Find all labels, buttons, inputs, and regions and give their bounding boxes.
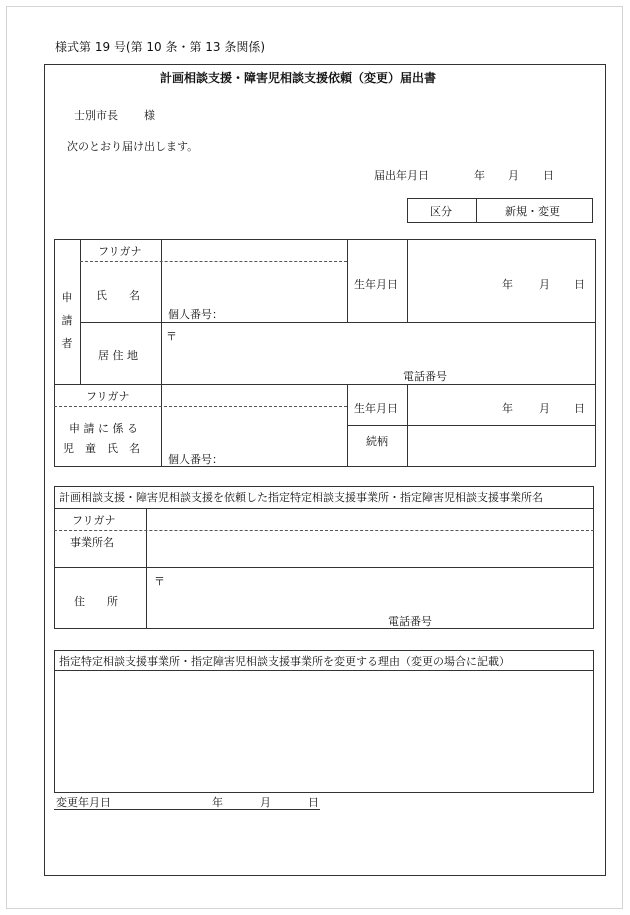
change-reason-input-area[interactable]	[56, 672, 592, 791]
submission-year[interactable]: 年	[474, 169, 485, 182]
applicant-birth-month[interactable]: 月	[539, 278, 550, 291]
change-date-month[interactable]: 月	[260, 796, 271, 809]
child-birth-label: 生年月日	[354, 402, 398, 415]
child-my-number[interactable]: 個人番号：	[168, 453, 223, 466]
form-number: 様式第 19 号(第 10 条・第 13 条関係)	[55, 40, 266, 54]
applicant-postal-mark: 〒	[166, 330, 177, 343]
change-date-year[interactable]: 年	[212, 796, 223, 809]
child-birth-month[interactable]: 月	[539, 402, 550, 415]
provider-phone-label[interactable]: 電話番号	[388, 615, 432, 628]
recipient-name: 士別市長	[74, 109, 118, 122]
child-birth-day[interactable]: 日	[574, 402, 585, 415]
recipient-honorific: 様	[144, 109, 155, 122]
child-relation-label: 続柄	[366, 435, 388, 448]
child-name-label-line1: 申 請 に 係 る	[69, 422, 138, 435]
applicant-name-label: 氏 名	[96, 289, 140, 302]
change-date-day[interactable]: 日	[308, 796, 319, 809]
intro-text: 次のとおり届け出します。	[67, 140, 199, 153]
submission-month[interactable]: 月	[508, 169, 519, 182]
provider-postal-mark: 〒	[154, 575, 165, 588]
change-date-label: 変更年月日	[56, 796, 111, 809]
change-reason-header: 指定特定相談支援事業所・指定障害児相談支援事業所を変更する理由（変更の場合に記載）	[59, 655, 510, 668]
child-birth-year[interactable]: 年	[502, 402, 513, 415]
form-title: 計画相談支援・障害児相談支援依頼（変更）届出書	[160, 71, 437, 85]
submission-day[interactable]: 日	[543, 169, 554, 182]
provider-header: 計画相談支援・障害児相談支援を依頼した指定特定相談支援事業所・指定障害児相談支援事業所名	[59, 491, 543, 504]
applicant-my-number[interactable]: 個人番号：	[168, 308, 223, 321]
applicant-birth-label: 生年月日	[354, 278, 398, 291]
category-value[interactable]: 新規・変更	[505, 205, 560, 218]
applicant-address-label: 居 住 地	[98, 349, 138, 362]
applicant-furigana-label: フリガナ	[98, 245, 142, 258]
provider-name-label: 事業所名	[70, 536, 114, 549]
applicant-side-label: 申 請 者	[61, 291, 73, 350]
provider-furigana-label: フリガナ	[72, 514, 116, 527]
provider-address-label: 住 所	[74, 595, 118, 608]
applicant-birth-year[interactable]: 年	[502, 278, 513, 291]
category-label: 区分	[430, 205, 452, 218]
change-date-underline	[54, 809, 320, 810]
child-furigana-label: フリガナ	[86, 390, 130, 403]
submission-date-label: 届出年月日	[374, 169, 429, 182]
applicant-phone-label[interactable]: 電話番号	[403, 370, 447, 383]
child-name-label-line2: 児 童 氏 名	[63, 442, 140, 455]
applicant-birth-day[interactable]: 日	[574, 278, 585, 291]
